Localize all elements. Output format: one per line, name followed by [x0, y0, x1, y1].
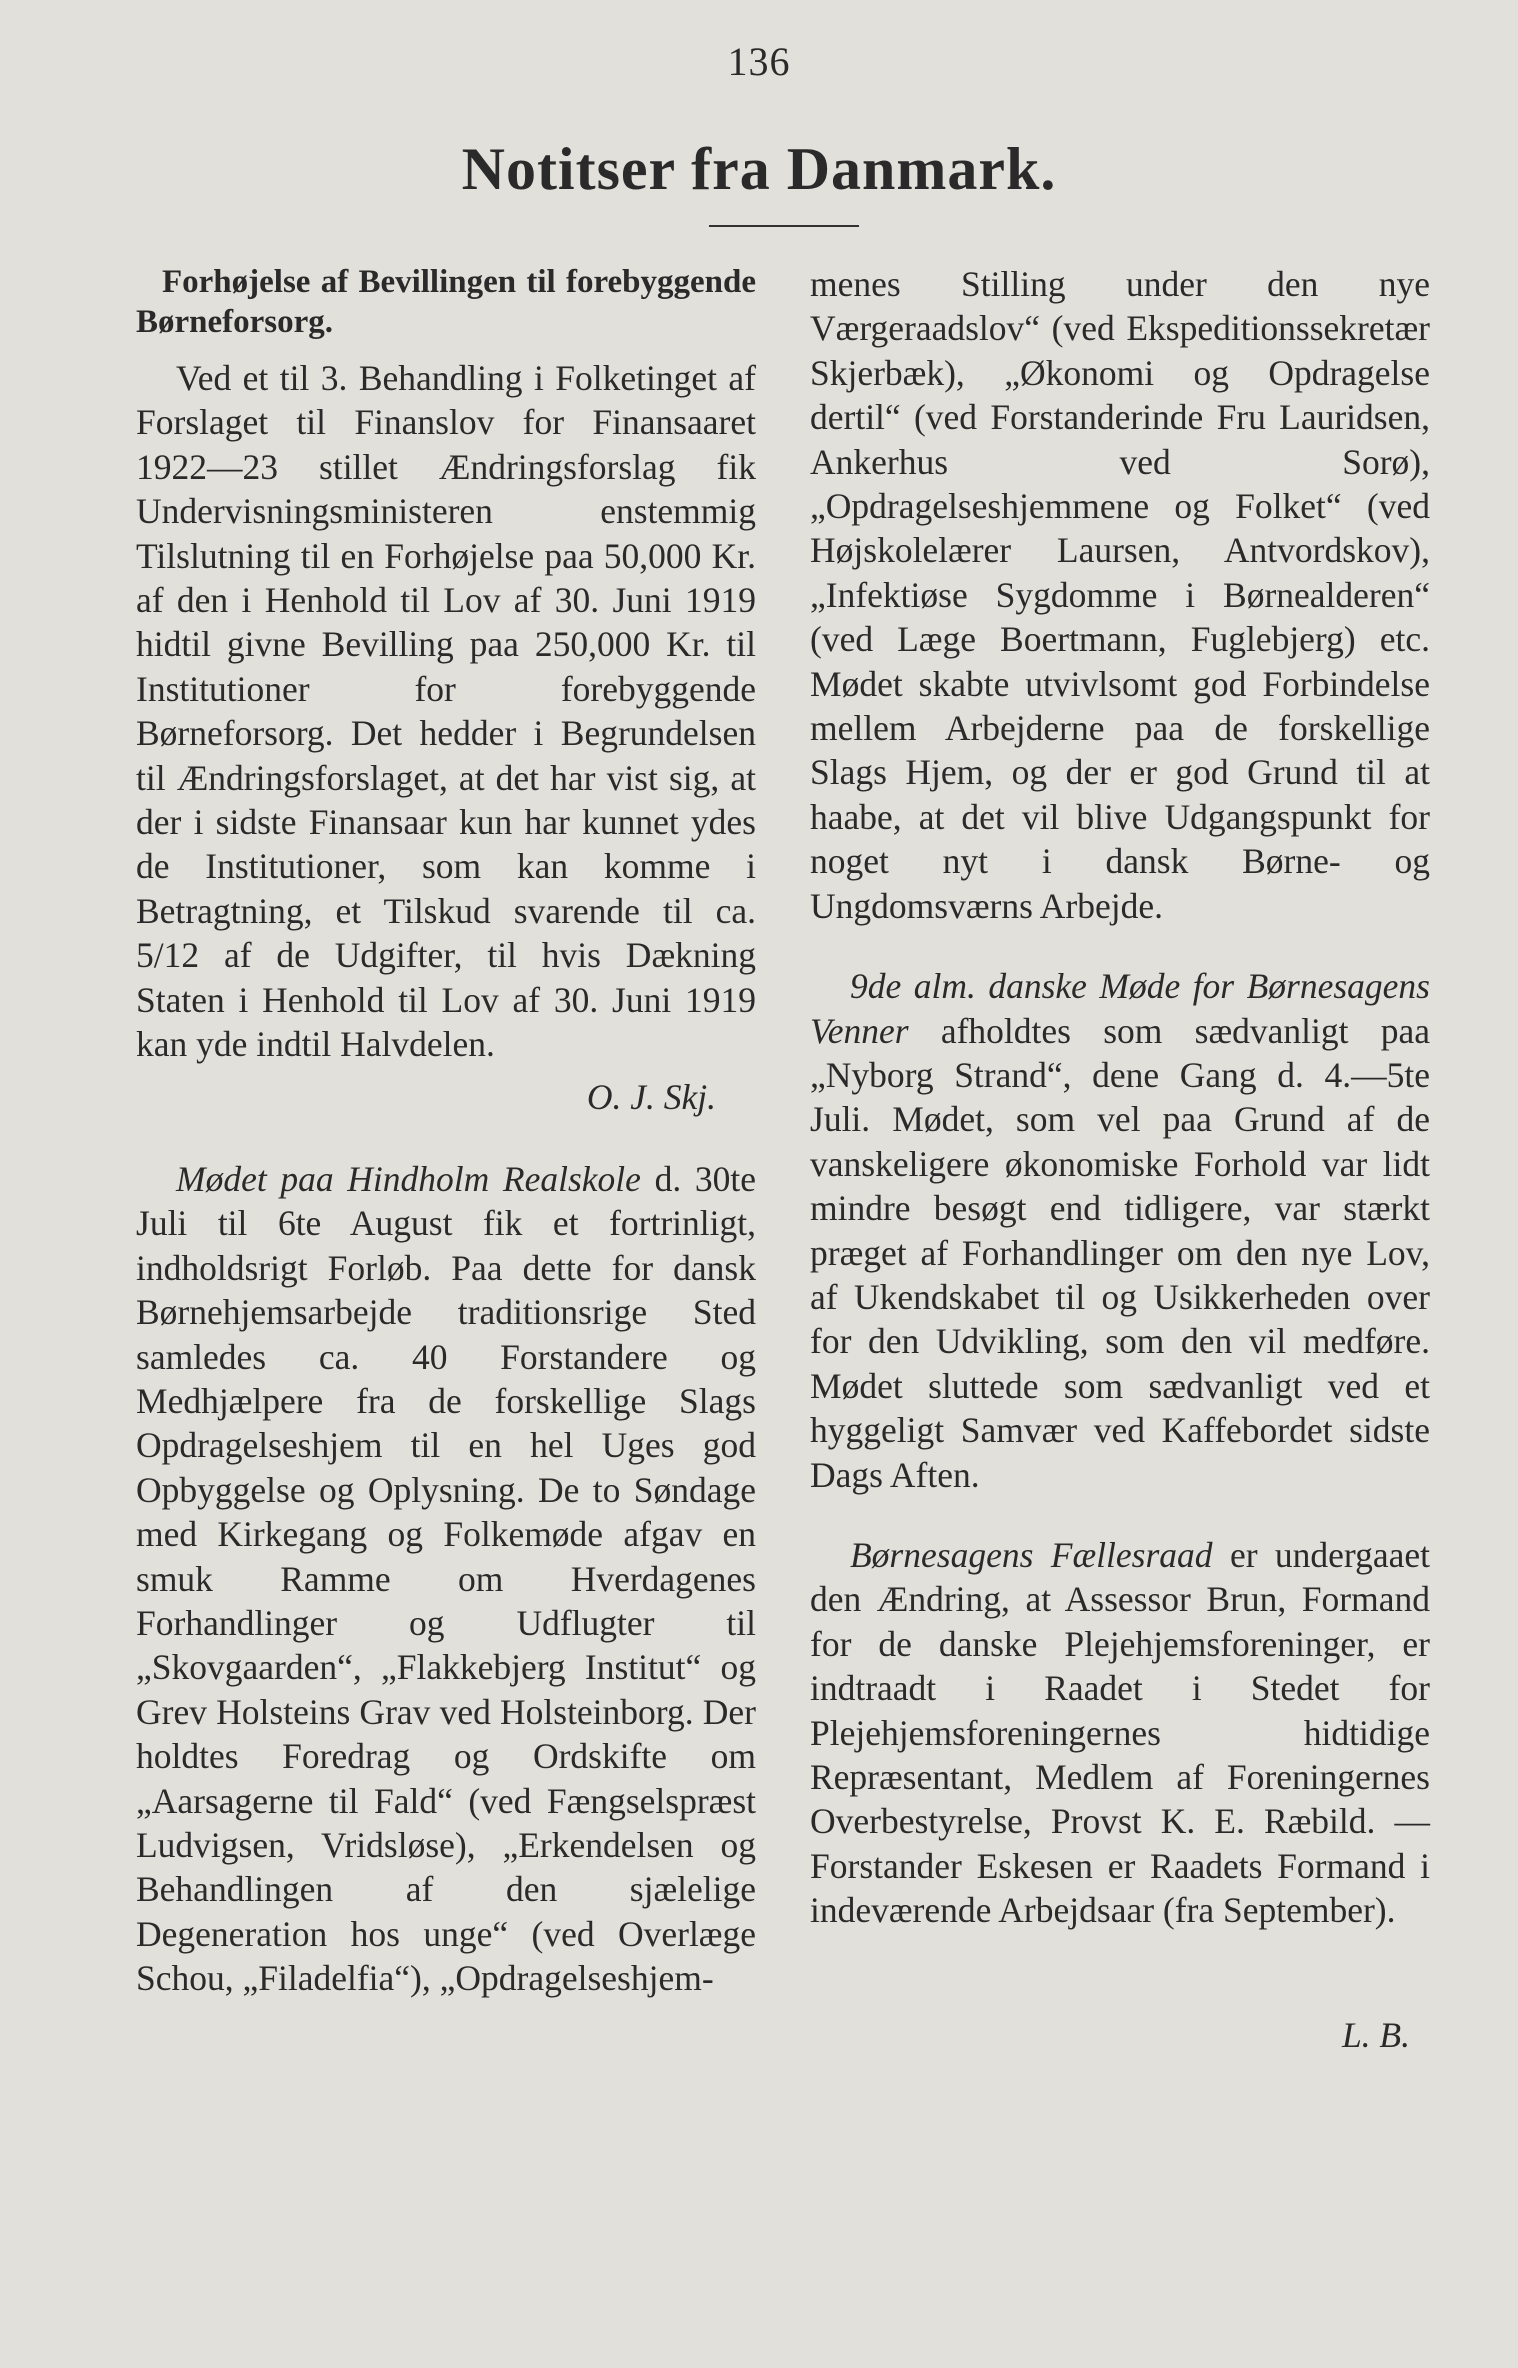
- article-paragraph-continued: menes Stilling under den nye Værgeraadslov“ (ved Ekspeditionssekretær Skjerbæk), „Økonomi og Opdragelse dertil“ (ved Forstanderinde Fru Lauridsen, Ankerhus ved Sorø), „Opdragelseshjemmene og Folket“ (ved Højskolelærer Laursen, Antvordskov), „Infektiøse Sygdomme i Børnealderen“ (ved Læge Boertmann, Fuglebjerg) etc. Mødet skabte utvivlsomt god Forbindelse mellem Arbejderne paa de forskellige Slags Hjem, og der er god Grund til at haabe, at det vil blive Udgangspunkt for noget nyt i dansk Børne- og Ungdomsværns Arbejde.: [810, 264, 1430, 926]
- paragraph-lead: Børnesagens Fællesraad: [850, 1534, 1213, 1575]
- page-number: 136: [727, 39, 791, 84]
- article-heading: Forhøjelse af Bevillingen til forebyggende Børneforsorg.: [136, 264, 756, 340]
- article-signature: O. J. Skj.: [586, 1076, 716, 1117]
- article-paragraph-faellesraad: [810, 1533, 1430, 1933]
- right-column: [810, 262, 1430, 2057]
- paragraph-lead: Mødet paa Hindholm Realskole: [176, 1158, 641, 1199]
- paragraph-text: d. 30te Juli til 6te August fik et fortrinligt, indholdsrigt Forløb. Paa dette for dansk Børnehjemsarbejde traditionsrige Sted samledes ca. 40 Forstandere og Medhjælpere fra de forskellige Slags Opdragelseshjem til en hel Uges god Opbyggelse og Oplysning. De to Søndage med Kirkegang og Folkemøde afgav en smuk Ramme om Hverdagenes Forhandlinger og Udflugter til „Skovgaarden“, „Flakkebjerg Institut“ og Grev Holsteins Grav ved Holsteinborg. Der holdtes Foredrag og Ordskifte om „Aarsagerne til Fald“ (ved Fængselspræst Ludvigsen, Vridsløse), „Erkendelsen og Behandlingen af den sjælelige Degeneration hos unge“ (ved Overlæge Schou, „Filadelfia“), „Opdragelseshjem-: [136, 1158, 757, 1999]
- article-paragraph-nyborg: [810, 964, 1430, 1497]
- left-column: [136, 262, 756, 2001]
- article-paragraph-hindholm: [136, 1157, 756, 2001]
- article-signature: L. B.: [1341, 2014, 1410, 2055]
- title-divider: [709, 225, 859, 227]
- paragraph-text: afholdtes som sædvanligt paa „Nyborg Strand“, dene Gang d. 4.—5te Juli. Mødet, som vel paa Grund af de vanskeligere økonomiske Forhold var lidt mindre besøgt end tidligere, var stærkt præget af Forhandlinger om den nye Lov, af Ukendskabet til og Usikkerheden over for den Udvikling, som den vil medføre. Mødet sluttede som sædvanligt ved et hyggeligt Samvær ved Kaffebordet sidste Dags Aften.: [810, 1010, 1430, 1495]
- paragraph-text: er undergaaet den Ændring, at Assessor Brun, Formand for de danske Plejehjemsforeninger, er indtraadt i Raadet i Stedet for Plejehjemsforeningernes hidtidige Repræsentant, Medlem af Foreningernes Overbestyrelse, Provst K. E. Ræbild. — Forstander Eskesen er Raadets Formand i indeværende Arbejdsaar (fra September).: [810, 1534, 1430, 1931]
- paragraph-lead: 9de alm. danske Møde for Børnesagens Venner: [810, 966, 1430, 1051]
- article-paragraph: Ved et til 3. Behandling i Folketinget af Forslaget til Finanslov for Finansaaret 1922—23 stillet Ændringsforslag fik Undervisningsministeren enstemmig Tilslutning til en Forhøjelse paa 50,000 Kr. af den i Henhold til Lov af 30. Juni 1919 hidtil givne Bevilling paa 250,000 Kr. til Institutioner for forebyggende Børneforsorg. Det hedder i Begrundelsen til Ændringsforslaget, at det har vist sig, at der i sidste Finansaar kun har kunnet ydes de Institutioner, som kan komme i Betragtning, et Tilskud svarende til ca. 5/12 af de Udgifter, til hvis Dækning Staten i Henhold til Lov af 30. Juni 1919 kan yde indtil Halvdelen.: [136, 358, 756, 1065]
- page-title: Notitser fra Danmark.: [461, 136, 1057, 202]
